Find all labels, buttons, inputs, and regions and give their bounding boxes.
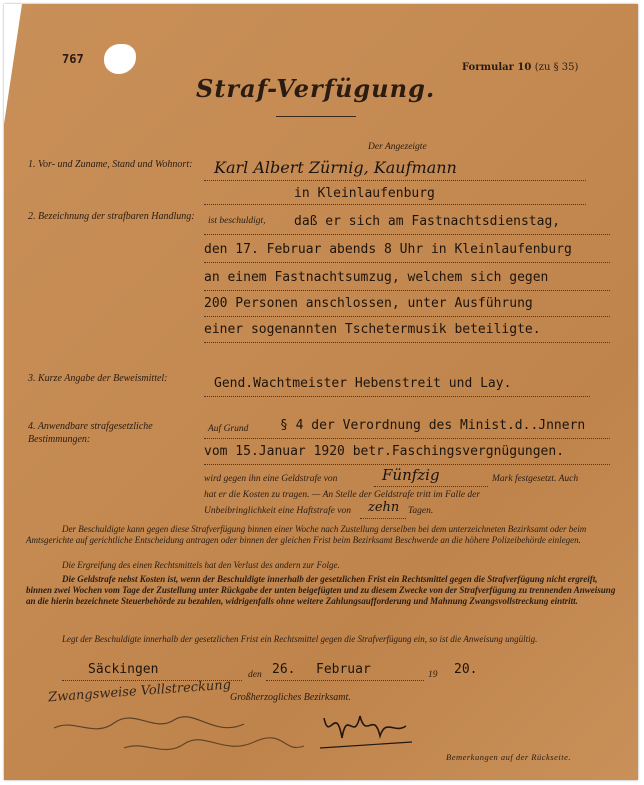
days-handwritten: zehn (368, 500, 400, 515)
law-line-2: vom 15.Januar 1920 betr.Faschingsvergnügungen. (204, 444, 565, 459)
field-label-law: 4. Anwendbare strafgesetzliche Bestimmungen: (28, 421, 153, 445)
offense-rule-1 (204, 234, 610, 235)
authority-label: Großherzogliches Bezirksamt. (230, 692, 351, 703)
field-label-evidence: 3. Kurze Angabe der Beweismittel: (28, 373, 168, 384)
law-rule-1 (204, 438, 610, 439)
person-place: in Kleinlaufenburg (294, 186, 435, 201)
offense-rule-2 (204, 262, 610, 263)
offense-line-1: daß er sich am Fastnachtsdienstag, (294, 214, 561, 229)
title-underline (276, 116, 356, 117)
fine-suffix: Mark festgesetzt. Auch (492, 474, 579, 484)
date-den-label: den (248, 670, 262, 680)
formular-reference: (zu § 35) (534, 62, 579, 73)
paragraph-invalid: Legt der Beschuldigte innerhalb der gesetzlichen Frist ein Rechtsmittel gegen die Strafverfügung ein, so ist die Anweisung ungültig. (62, 634, 538, 644)
handwritten-signature-scribbles (44, 698, 424, 768)
person-name-handwritten: Karl Albert Zürnig, Kaufmann (214, 158, 457, 177)
offense-line-5: einer sogenannten Tschetermusik beteiligte. (204, 322, 541, 337)
offense-rule-5 (204, 342, 610, 343)
fine-amount-handwritten: Fünfzig (382, 466, 440, 484)
law-rule-2 (204, 464, 610, 465)
date-month-rule (266, 680, 424, 681)
date-place: Säckingen (88, 662, 159, 677)
date-year-suffix: 20. (454, 662, 478, 677)
handwritten-remark: Zwangsweise Vollstreckung (47, 677, 232, 706)
formular-number: Formular 10 (462, 62, 532, 73)
document-number: 767 (62, 52, 84, 66)
beschuldigt-label: ist beschuldigt, (208, 216, 266, 226)
fine-line-3-suffix: Tagen. (408, 506, 434, 516)
evidence-text: Gend.Wachtmeister Hebenstreit und Lay. (214, 376, 512, 391)
formular-label (462, 62, 578, 73)
date-day: 26. (272, 662, 296, 677)
name-line (204, 180, 586, 181)
fine-line-3-prefix: Unbeibringlichkeit eine Haftstrafe von (204, 506, 351, 516)
field-label-name: 1. Vor- und Zuname, Stand und Wohnort: (28, 159, 193, 170)
paper-hole (104, 44, 136, 74)
fine-line-2: hat er die Kosten zu tragen. — An Stelle der Geldstrafe tritt im Falle der (204, 490, 481, 500)
fine-amount-rule (374, 486, 488, 487)
der-angezeigte-label: Der Angezeigte (368, 142, 427, 152)
offense-line-3: an einem Fastnachtsumzug, welchem sich gegen (204, 270, 549, 285)
law-line-1: § 4 der Verordnung des Minist.d..Jnnern (280, 418, 586, 433)
date-year-prefix: 19 (428, 670, 438, 680)
fine-prefix: wird gegen ihn eine Geldstrafe von (204, 474, 338, 484)
days-rule (360, 518, 406, 519)
date-month: Februar (316, 662, 371, 677)
document-title: Straf-Verfügung. (196, 74, 436, 103)
field-label-offense: 2. Bezeichnung der strafbaren Handlung: (28, 211, 195, 222)
place-line (204, 204, 586, 205)
footer-note: Bemerkungen auf der Rückseite. (446, 752, 571, 762)
paragraph-appeal: Der Beschuldigte kann gegen diese Strafverfügung binnen einer Woche nach Zustellung derselben bei dem unterzeichneten Bezirksamt oder beim Amtsgerichte auf gerichtliche Entscheidung antragen oder binnen der gleichen Frist beim Bezirksamt Beschwerde an die höhere Polizeibehörde einlegen. (26, 524, 587, 545)
evidence-rule (204, 396, 590, 397)
torn-corner (4, 4, 22, 124)
offense-line-4: 200 Personen anschlossen, unter Ausführung (204, 296, 533, 311)
paragraph-payment: Die Geldstrafe nebst Kosten ist, wenn der Beschuldigte innerhalb der gesetzlichen Frist ein Rechtsmittel gegen die Strafverfügung nicht ergreift, binnen zwei Wochen vom Tage der Zustellung unter Rückgabe der unten beigefügten und zu diesem Zwecke von der Strafverfügung zu trennenden Anweisung an die hierin bezeichnete Steuerbehörde zu bezahlen, widrigenfalls ohne weitere Zahlungsaufforderung und Mahnung Zwangsvollstreckung eintritt. (26, 574, 616, 606)
offense-rule-3 (204, 290, 610, 291)
offense-line-2: den 17. Februar abends 8 Uhr in Kleinlaufenburg (204, 242, 572, 257)
auf-grund-label: Auf Grund (208, 424, 249, 434)
offense-rule-4 (204, 316, 610, 317)
paragraph-remedy: Die Ergreifung des einen Rechtsmittels hat den Verlust des andern zur Folge. (62, 560, 340, 570)
document-page (4, 4, 638, 780)
